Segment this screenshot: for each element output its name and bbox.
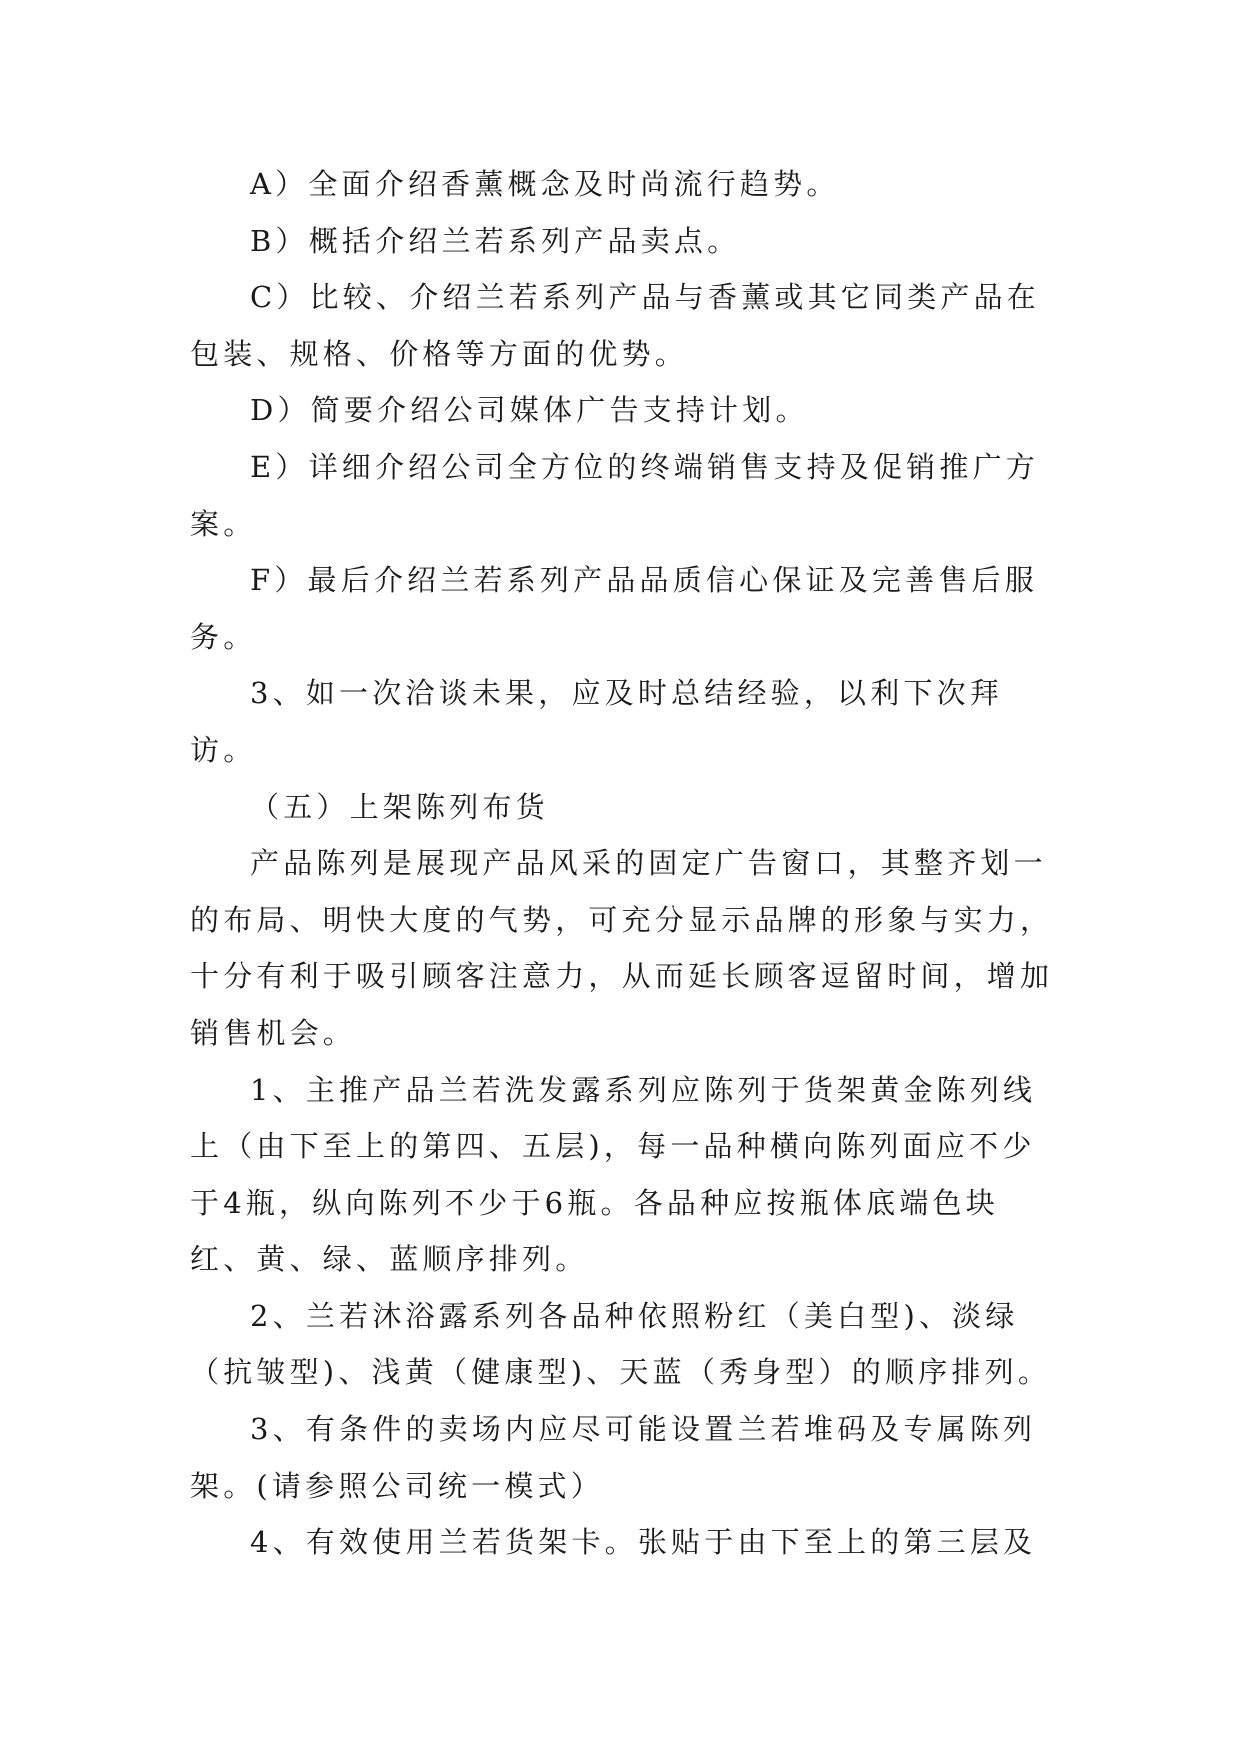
list-item-c: C）比较、介绍兰若系列产品与香薰或其它同类产品在包装、规格、价格等方面的优势。 [190,280,1040,371]
document-body [190,156,1060,1571]
numbered-item-4: 4、有效使用兰若货架卡。张贴于由下至上的第三层及 [250,1525,1037,1560]
list-item-d: D）简要介绍公司媒体广告支持计划。 [250,393,809,428]
list-item-e: E）详细介绍公司全方位的终端销售支持及促销推广方案。 [190,449,1039,541]
numbered-item-3-visit: 3、如一次洽谈未果，应及时总结经验，以利下次拜访。 [190,676,1004,767]
numbered-item-3: 3、有条件的卖场内应尽可能设置兰若堆码及专属陈列架。(请参照公司统一模式） [190,1412,1037,1503]
list-item-f: F）最后介绍兰若系列产品品质信心保证及完善售后服务。 [190,563,1038,654]
section-heading: （五）上架陈列布货 [250,789,549,824]
paragraph-display-intro: 产品陈列是展现产品风采的固定广告窗口，其整齐划一的布局、明快大度的气势，可充分显示品牌的形象与实力，十分有利于吸引顾客注意力，从而延长顾客逗留时间，增加销售机会。 [190,846,1054,1050]
list-item-a: A）全面介绍香薰概念及时尚流行趋势。 [250,167,840,201]
numbered-item-1: 1、主推产品兰若洗发露系列应陈列于货架黄金陈列线上（由下至上的第四、五层)，每一品种横向陈列面应不少于4瓶，纵向陈列不少于6瓶。各品种应按瓶体底端色块红、黄、绿、蓝顺序排列。 [190,1072,1037,1277]
list-item-b: B）概括介绍兰若系列产品卖点。 [250,223,741,258]
numbered-item-2: 2、兰若沐浴露系列各品种依照粉红（美白型)、淡绿（抗皱型)、浅黄（健康型)、天蓝（秀身型）的顺序排列。 [190,1298,1052,1390]
